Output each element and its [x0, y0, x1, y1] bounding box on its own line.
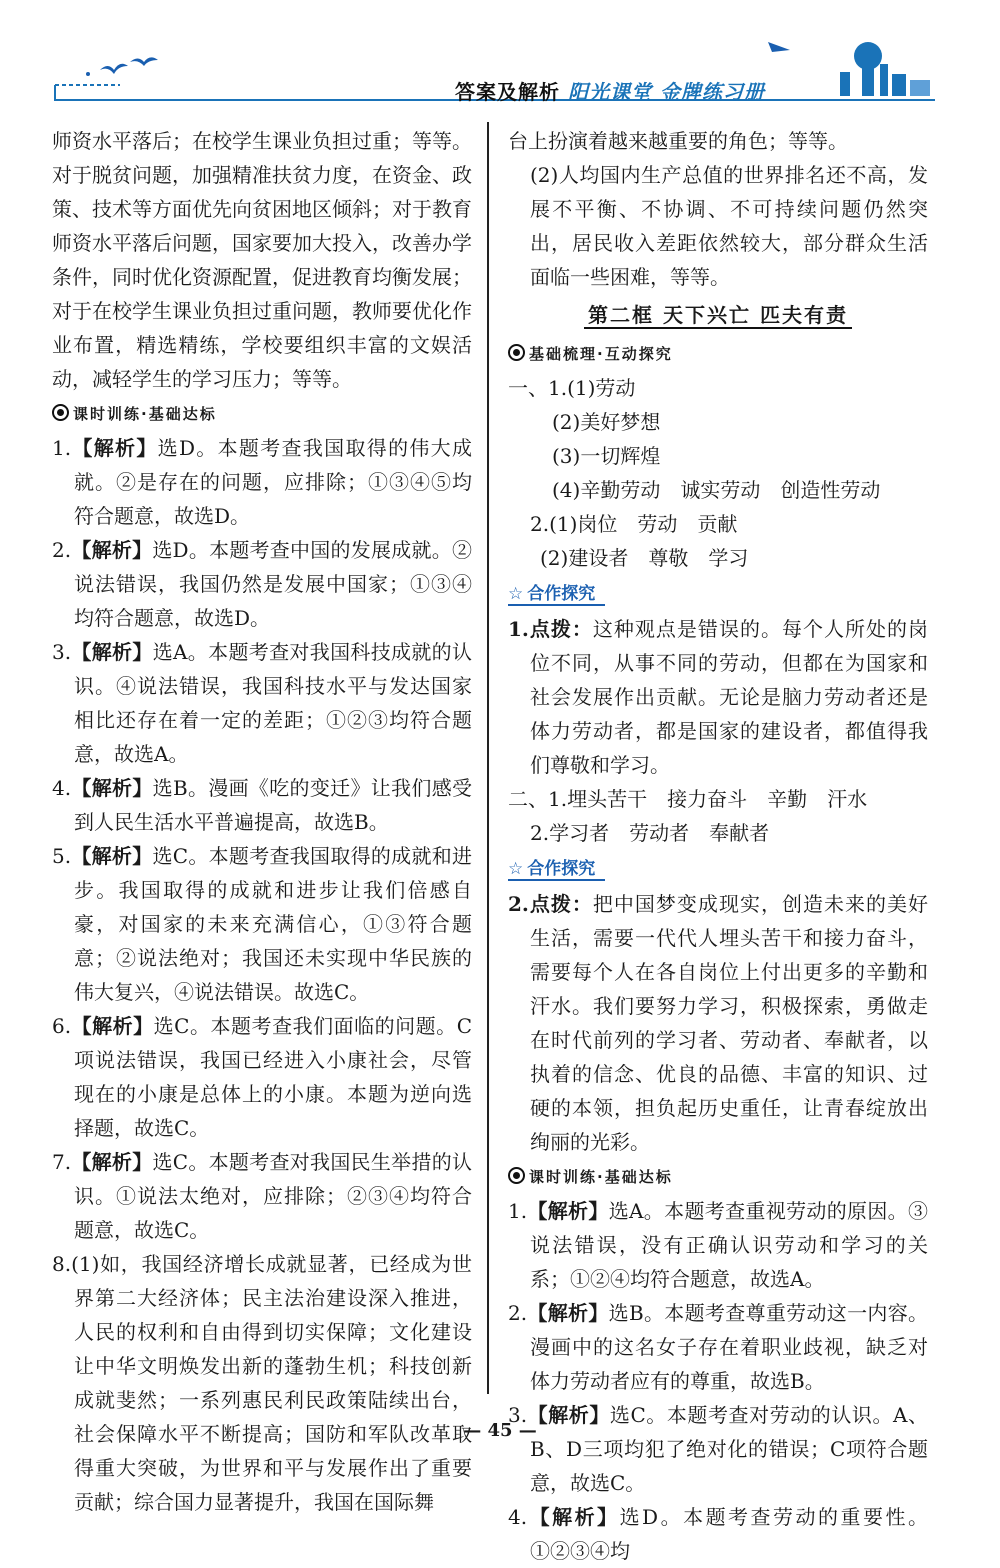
- header-answer-label: 答案及解析: [455, 80, 560, 104]
- guidance-item: 1.点拨：这种观点是错误的。每个人所处的岗位不同，从事不同的劳动，但都在为国家和社会发展作出贡献。无论是脑力劳动者还是体力劳动者，都是国家的建设者，都值得我们尊敬和学习。: [508, 617, 928, 777]
- answer-item-8-part2: (2)人均国内生产总值的世界排名还不高，发展不平衡、不协调、不可持续问题仍然突出，居民收入差距依然较大，部分群众生活面临一些困难，等等。: [530, 163, 928, 289]
- list-line: (2)建设者 尊敬 学习: [540, 546, 749, 570]
- bullet-disc-icon: [52, 404, 69, 421]
- left-column: [52, 124, 472, 1519]
- list-line: 一、1.(1)劳动: [508, 376, 636, 400]
- answer-item: 4.【解析】选D。本题考查劳动的重要性。①②③④均: [508, 1505, 928, 1563]
- list-line: (4)辛勤劳动 诚实劳动 创造性劳动: [552, 478, 881, 502]
- list-line: 2.学习者 劳动者 奉献者: [530, 821, 770, 845]
- section-heading-review: [508, 340, 928, 368]
- answer-item: 1.【解析】选A。本题考查重视劳动的原因。③说法错误，没有正确认识劳动和学习的关系；①②④均符合题意，故选A。: [508, 1199, 929, 1291]
- answer-item: 1.【解析】选D。本题考查我国取得的伟大成就。②是存在的问题，应排除；①③④⑤均符合题意，故选D。: [52, 436, 472, 528]
- answer-item: 5.【解析】选C。本题考查我国取得的成就和进步。我国取得的成就和进步让我们倍感自豪，对国家的未来充满信心，①③符合题意；②说法绝对；我国还未实现中华民族的伟大复兴，④说法错误。故选C。: [52, 844, 472, 1004]
- header-brand-label: 阳光课堂 金牌练习册: [567, 80, 765, 104]
- right-column: [508, 124, 928, 1568]
- star-icon: ☆: [508, 584, 524, 604]
- section-heading-practice: [52, 400, 472, 428]
- list-line: (3)一切辉煌: [552, 444, 661, 468]
- page-header: [0, 0, 1000, 120]
- section-label: 课时训练·基础达标: [73, 405, 217, 423]
- cooperation-heading: ☆ 合作探究: [508, 579, 928, 609]
- paragraph-continuation: 师资水平落后；在校学生课业负担过重；等等。对于脱贫问题，加强精准扶贫力度，在资金、政策、技术等方面优先向贫困地区倾斜；对于教育师资水平落后问题，国家要加大投入，改善办学条件，同时优化资源配置，促进教育均衡发展；对于在校学生课业负担过重问题，教师要优化作业布置，精选精练，学校要组织丰富的文娱活动，减轻学生的学习压力；等等。: [52, 129, 472, 391]
- answer-item: 7.【解析】选C。本题考查对我国民生举措的认识。①说法太绝对，应排除；②③④均符合题意，故选C。: [52, 1150, 472, 1242]
- page-number: — 45 —: [463, 1420, 537, 1441]
- answer-item-8: 8.(1)如，我国经济增长成就显著，已经成为世界第二大经济体；民主法治建设深入推进，人民的权利和自由得到切实保障；文化建设让中华文明焕发出新的蓬勃生机；科技创新成就斐然；一系列惠民利民政策陆续出台，社会保障水平不断提高；国防和军队改革取得重大突破，为世界和平与发展作出了重要贡献；综合国力显著提升，我国在国际舞: [52, 1252, 472, 1514]
- guidance-item: 2.点拨：把中国梦变成现实，创造未来的美好生活，需要一代代人埋头苦干和接力奋斗，需要每个人在各自岗位上付出更多的辛勤和汗水。我们要努力学习，积极探索，勇做走在时代前列的学习者、劳动者、奉献者，以执着的信念、优良的品德、丰富的知识、过硬的本领，担负起历史重任，让青春绽放出绚丽的光彩。: [508, 892, 928, 1154]
- answer-item: 6.【解析】选C。本题考查我们面临的问题。C项说法错误，我国已经进入小康社会，尽管现在的小康是总体上的小康。本题为逆向选择题，故选C。: [52, 1014, 472, 1140]
- paragraph-continuation: 台上扮演着越来越重要的角色；等等。: [508, 129, 848, 153]
- list-line: 二、1.埋头苦干 接力奋斗 辛勤 汗水: [508, 787, 868, 811]
- section-label: 课时训练·基础达标: [529, 1168, 673, 1186]
- cooperation-heading: ☆ 合作探究: [508, 854, 928, 884]
- answer-item: 2.【解析】选D。本题考查中国的发展成就。②说法错误，我国仍然是发展中国家；①③④均符合题意，故选D。: [52, 538, 472, 630]
- section-label: 基础梳理·互动探究: [529, 345, 673, 363]
- star-icon: ☆: [508, 859, 524, 879]
- bird-icon: [86, 42, 790, 76]
- column-divider: [487, 122, 489, 1394]
- city-skyline-icon: [840, 42, 930, 96]
- list-line: 2.(1)岗位 劳动 贡献: [530, 512, 738, 536]
- header-title: [455, 76, 765, 105]
- answer-item: 4.【解析】选B。漫画《吃的变迁》让我们感受到人民生活水平普遍提高，故选B。: [52, 776, 473, 834]
- section-heading-practice: [508, 1163, 928, 1191]
- answer-item: 2.【解析】选B。本题考查尊重劳动这一内容。漫画中的这名女子存在着职业歧视，缺乏对体力劳动者应有的尊重，故选B。: [508, 1301, 929, 1393]
- list-line: (2)美好梦想: [552, 410, 661, 434]
- bullet-disc-icon: [508, 1167, 525, 1184]
- answer-item: 3.【解析】选C。本题考查对劳动的认识。A、B、D三项均犯了绝对化的错误；C项符合题意，故选C。: [508, 1403, 929, 1495]
- bullet-disc-icon: [508, 344, 525, 361]
- lesson-subheading: 第二框 天下兴亡 匹夫有责: [508, 298, 928, 332]
- answer-item: 3.【解析】选A。本题考查对我国科技成就的认识。④说法错误，我国科技水平与发达国家相比还存在着一定的差距；①②③均符合题意，故选A。: [52, 640, 473, 766]
